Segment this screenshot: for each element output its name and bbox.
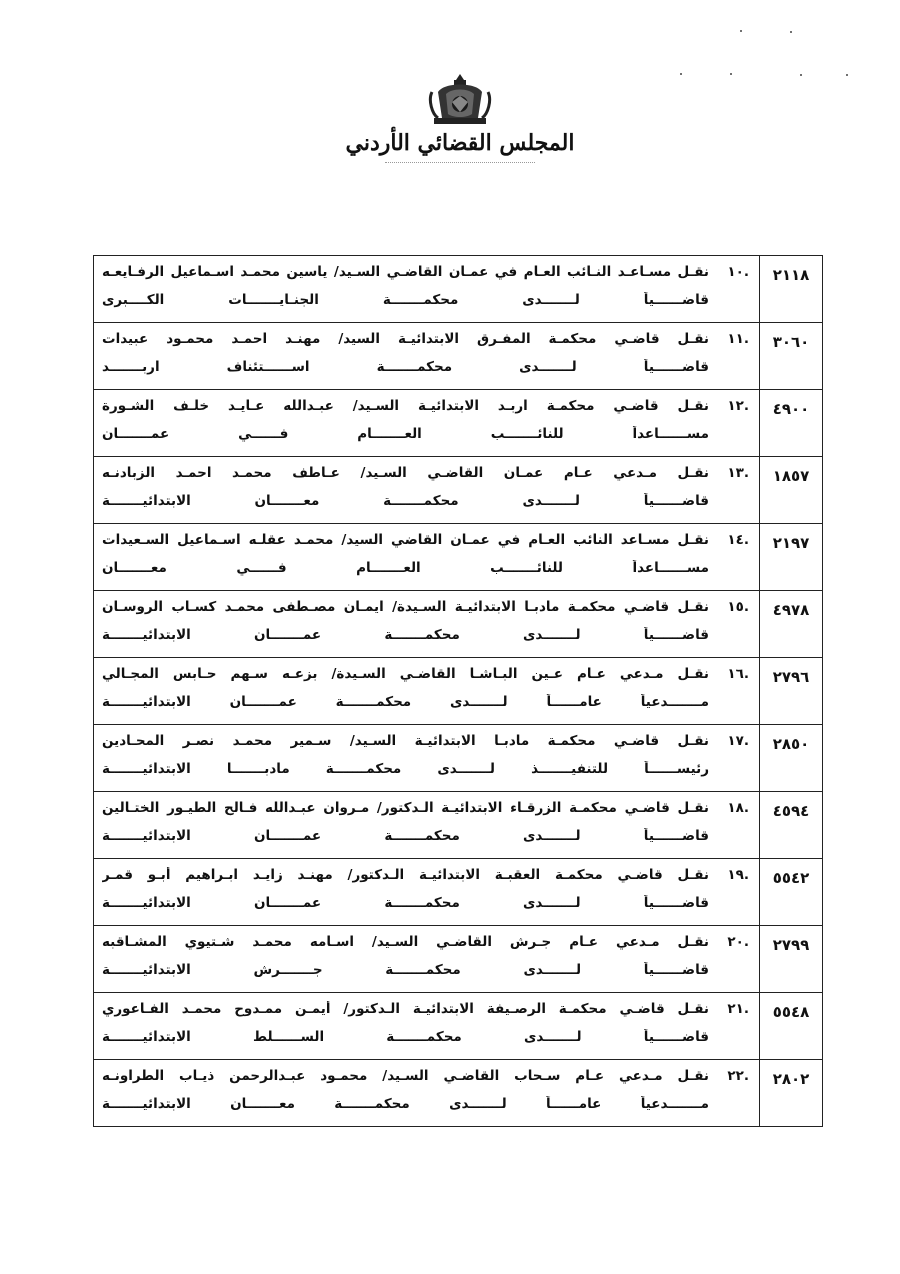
decision-text — [102, 398, 749, 450]
item-index: .١٤ — [727, 532, 749, 548]
file-number: ٥٥٤٨ — [760, 993, 823, 1060]
new-position: قاضــــــياً لـــــــدى محكمـــــــة عمـــــــان الابتدائيـــــــة — [102, 627, 709, 643]
decision-first-line — [102, 264, 749, 280]
new-position: قاضــــــياً لـــــــدى محكمـــــــة معـــــــان الابتدائيـــــــة — [102, 493, 709, 509]
new-position: قاضــــــياً لـــــــدى محكمـــــــة عمـــــــان الابتدائيـــــــة — [102, 828, 709, 844]
letterhead-divider — [385, 162, 535, 164]
scan-speck — [740, 30, 742, 32]
file-number: ٢١٩٧ — [760, 524, 823, 591]
item-index: .٢٠ — [727, 934, 749, 950]
file-number: ٤٩٠٠ — [760, 390, 823, 457]
decision-first-line — [102, 867, 749, 883]
decision-text — [102, 1068, 749, 1120]
item-index: .١٠ — [727, 264, 749, 280]
decision-text — [102, 599, 749, 651]
decision-first-line — [102, 532, 749, 548]
item-index: .١٣ — [727, 465, 749, 481]
file-number: ٤٥٩٤ — [760, 792, 823, 859]
item-index: .١٩ — [727, 867, 749, 883]
transfer-statement: نقـل مـدعي عـام عـين البـاشـا القاضـي السـيدة/ بزعـه سـهم حـابس المجـالي — [102, 666, 709, 682]
decision-first-line — [102, 800, 749, 816]
letterhead — [340, 70, 580, 164]
decision-text-cell — [94, 1060, 760, 1127]
new-position: قاضــــــياً لـــــــدى محكمـــــــة الســــــلط الابتدائيـــــــة — [102, 1029, 709, 1045]
file-number: ٢٧٩٩ — [760, 926, 823, 993]
new-position: مـــــــدعياً عامــــــاً لـــــــدى محكمـــــــة معـــــــان الابتدائيـــــــة — [102, 1096, 709, 1112]
scan-speck — [846, 74, 848, 76]
item-index: .١٥ — [727, 599, 749, 615]
item-index: .١٧ — [727, 733, 749, 749]
new-position: مـــــــدعياً عامــــــاً لـــــــدى محكمـــــــة عمـــــــان الابتدائيـــــــة — [102, 694, 709, 710]
file-number: ١٨٥٧ — [760, 457, 823, 524]
decision-text — [102, 800, 749, 852]
decision-text-cell — [94, 524, 760, 591]
table-row — [94, 792, 823, 859]
new-position: رئيســــــاً للتنفيـــــــذ لـــــــدى محكمـــــــة مادبـــــــا الابتدائيـــــــة — [102, 761, 709, 777]
decision-text — [102, 867, 749, 919]
table-row — [94, 256, 823, 323]
table-row — [94, 1060, 823, 1127]
transfer-statement: نقـل قاضـي محكمـة الزرقـاء الابتدائيـة الـدكتور/ مـروان عبـدالله فـالح الطيـور الختـالين — [102, 800, 709, 816]
organization-name: المجلس القضائي الأردني — [345, 130, 575, 156]
jordan-coat-of-arms-icon — [428, 70, 492, 128]
transfer-statement: نقـل مـدعي عـام سـحاب القاضـي السـيد/ محمـود عبـدالرحمن ذيـاب الطراونـه — [102, 1068, 709, 1084]
decision-text-cell — [94, 859, 760, 926]
decision-first-line — [102, 1068, 749, 1084]
decision-first-line — [102, 1001, 749, 1017]
scan-speck — [800, 74, 802, 76]
decision-text-cell — [94, 993, 760, 1060]
new-position: قاضــــــياً لـــــــدى محكمـــــــة الجنـايـــــــات الكــــبرى — [102, 292, 709, 308]
table-row — [94, 658, 823, 725]
decision-text — [102, 532, 749, 584]
decision-text — [102, 1001, 749, 1053]
decision-text-cell — [94, 390, 760, 457]
item-index: .٢٢ — [727, 1068, 749, 1084]
decision-first-line — [102, 934, 749, 950]
decision-text-cell — [94, 792, 760, 859]
table-row — [94, 457, 823, 524]
item-index: .١٢ — [727, 398, 749, 414]
table-row — [94, 323, 823, 390]
new-position: قاضــــــياً لـــــــدى محكمـــــــة اســــــتئناف اربـــــــد — [102, 359, 709, 375]
new-position: مســــــاعداً للنائـــــــب العـــــــام فــــــي معـــــــان — [102, 560, 709, 576]
decision-text — [102, 934, 749, 986]
file-number: ٤٩٧٨ — [760, 591, 823, 658]
decision-first-line — [102, 733, 749, 749]
file-number: ٢٨٠٢ — [760, 1060, 823, 1127]
scan-speck — [790, 31, 792, 33]
decision-text-cell — [94, 926, 760, 993]
item-index: .١١ — [727, 331, 749, 347]
item-index: .١٦ — [727, 666, 749, 682]
decision-first-line — [102, 331, 749, 347]
decision-text-cell — [94, 591, 760, 658]
table-row — [94, 859, 823, 926]
scan-speck — [680, 73, 682, 75]
decision-text — [102, 465, 749, 517]
file-number: ٥٥٤٢ — [760, 859, 823, 926]
table-row — [94, 390, 823, 457]
table-row — [94, 725, 823, 792]
transfer-statement: نقـل قاضـي محكمـة مادبـا الابتدائيـة السـيد/ سـمير محمـد نصـر المحـادين — [102, 733, 709, 749]
decision-first-line — [102, 666, 749, 682]
transfer-statement: نقـل مسـاعد النائب العـام في عمـان القاضي السيد/ محمـد عقلـه اسـماعيل السـعيدات — [102, 532, 709, 548]
decision-text — [102, 264, 749, 316]
decision-text — [102, 666, 749, 718]
scan-speck — [730, 73, 732, 75]
transfer-statement: نقـل مـدعي عـام عمـان القاضـي السـيد/ عـاطف محمـد احمـد الزبادنـه — [102, 465, 709, 481]
transfer-statement: نقـل قاضـي محكمـة اربـد الابتدائيـة السـيد/ عبـدالله عـايـد خلـف الشـورة — [102, 398, 709, 414]
file-number: ٢٧٩٦ — [760, 658, 823, 725]
transfer-statement: نقـل مـدعي عـام جـرش القاضـي السـيد/ اسـامه محمـد شـتيوي المشـاقبه — [102, 934, 709, 950]
table-row — [94, 524, 823, 591]
new-position: قاضــــــياً لـــــــدى محكمـــــــة عمـــــــان الابتدائيـــــــة — [102, 895, 709, 911]
file-number: ٢٨٥٠ — [760, 725, 823, 792]
decision-text-cell — [94, 658, 760, 725]
new-position: مســــــاعداً للنائـــــــب العـــــــام فــــــي عمـــــــان — [102, 426, 709, 442]
transfer-statement: نقـل قاضـي محكمـة مادبـا الابتدائيـة السـيدة/ ايمـان مصـطفى محمـد كسـاب الروسـان — [102, 599, 709, 615]
decision-text-cell — [94, 725, 760, 792]
decision-text — [102, 331, 749, 383]
transfer-statement: نقـل قاضـي محكمـة الرصـيفة الابتدائيـة الـدكتور/ أيمـن ممـدوح محمـد الفـاعوري — [102, 1001, 709, 1017]
transfer-statement: نقـل مسـاعـد النـائب العـام في عمـان القاضـي السـيد/ ياسين محمـد اسـماعيل الرفـايعـه — [102, 264, 709, 280]
transfer-decisions-table — [93, 255, 823, 1127]
new-position: قاضــــــياً لـــــــدى محكمـــــــة جـــــــرش الابتدائيـــــــة — [102, 962, 709, 978]
table-row — [94, 993, 823, 1060]
decision-first-line — [102, 599, 749, 615]
decision-text — [102, 733, 749, 785]
item-index: .٢١ — [727, 1001, 749, 1017]
item-index: .١٨ — [727, 800, 749, 816]
decision-text-cell — [94, 256, 760, 323]
file-number: ٢١١٨ — [760, 256, 823, 323]
decision-first-line — [102, 465, 749, 481]
file-number: ٣٠٦٠ — [760, 323, 823, 390]
table-row — [94, 591, 823, 658]
decision-text-cell — [94, 457, 760, 524]
transfer-statement: نقـل قاضـي محكمـة العقبـة الابتدائيـة الـدكتور/ مهنـد زايـد ابـراهيم أبـو قمـر — [102, 867, 709, 883]
decision-first-line — [102, 398, 749, 414]
decision-text-cell — [94, 323, 760, 390]
table-row — [94, 926, 823, 993]
transfer-statement: نقـل قاضـي محكمـة المفـرق الابتدائيـة السيد/ مهنـد احمـد محمـود عبيدات — [102, 331, 709, 347]
